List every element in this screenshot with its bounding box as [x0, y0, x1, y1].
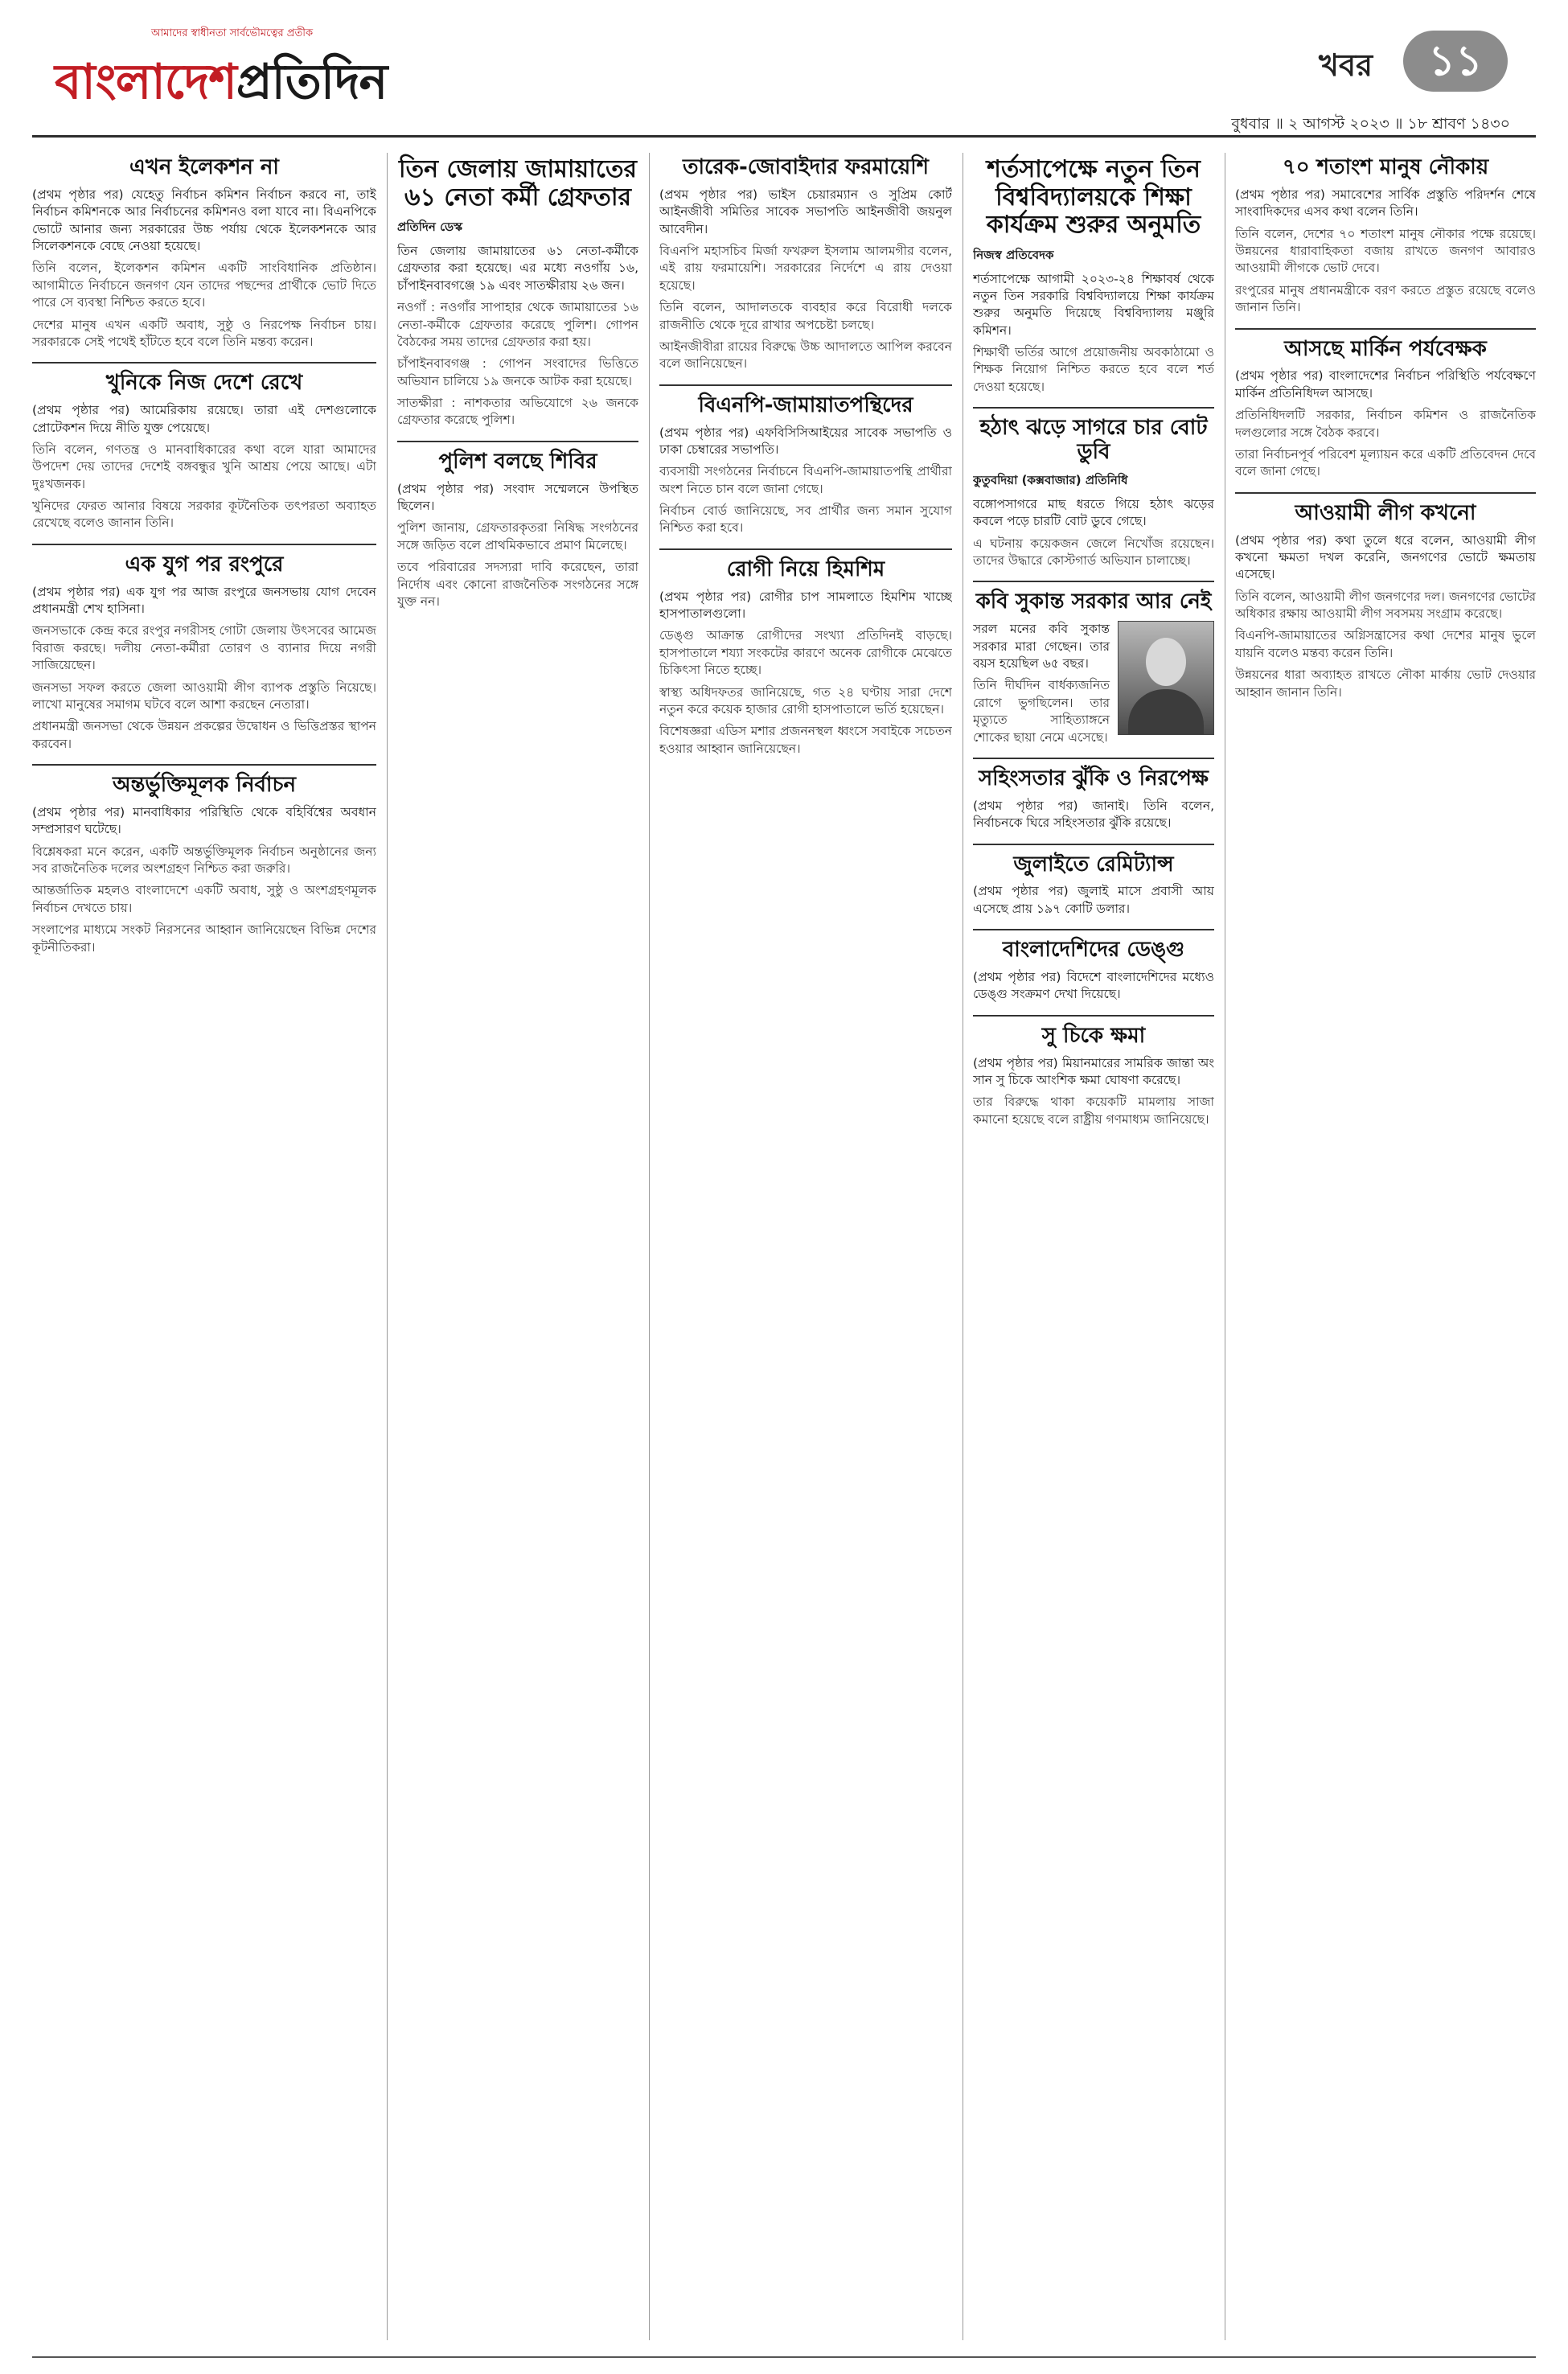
- column-divider: [387, 153, 388, 2340]
- column-divider: [649, 153, 650, 2340]
- article-paragraph: ব্যবসায়ী সংগঠনের নির্বাচনে বিএনপি-জামায়াতপন্থি প্রার্থীরা অংশ নিতে চান বলে জানা গেছে।: [659, 464, 952, 496]
- article-paragraph: বিশ্লেষকরা মনে করেন, একটি অন্তর্ভুক্তিমূলক নির্বাচন অনুষ্ঠানের জন্য সব রাজনৈতিক দলের অংশগ্রহণ নিশ্চিত করা জরুরি।: [32, 844, 376, 877]
- article-headline[interactable]: অন্তর্ভুক্তিমূলক নির্বাচন: [112, 773, 297, 798]
- article-lead: (প্রথম পৃষ্ঠার পর) যেহেতু নির্বাচন কমিশন নির্বাচন করবে না, তাই নির্বাচন কমিশনকে আর নির্বাচনের কমিশনও বলা যাবে না। বিএনপিকে ভোটে আনার জন্য সরকারের উচ্চ পর্যায় থেকে ইলেকশনকে আর সিলেকশনকে বেছে নেওয়া হয়েছে।: [32, 187, 376, 254]
- article-headline[interactable]: হঠাৎ ঝড়ে সাগরে চার বোট ডুবি: [979, 416, 1208, 465]
- news-article: [659, 384, 952, 537]
- article-lead: তিন জেলায় জামায়াতের ৬১ নেতা-কর্মীকে গ্রেফতার করা হয়েছে। এর মধ্যে নওগাঁয় ১৬, চাঁপাইনবাবগঞ্জে ১৯ এবং সাতক্ষীরায় ২৬ জন।: [397, 244, 638, 293]
- article-headline[interactable]: আসছে মার্কিন পর্যবেক্ষক: [1284, 336, 1487, 361]
- article-headline[interactable]: তারেক-জোবাইদার ফরমায়েশি: [682, 155, 930, 179]
- article-paragraph: বিএনপি মহাসচিব মির্জা ফখরুল ইসলাম আলমগীর বলেন, এই রায় ফরমায়েশি। সরকারের নির্দেশে এ রায় দেওয়া হয়েছে।: [659, 244, 952, 293]
- news-article: [397, 156, 638, 429]
- article-lead: (প্রথম পৃষ্ঠার পর) মিয়ানমারের সামরিক জান্তা অং সান সু চিকে আংশিক ক্ষমা ঘোষণা করেছে।: [973, 1055, 1214, 1088]
- news-article: [32, 156, 376, 351]
- logo-tagline: আমাদের স্বাধীনতা সার্বভৌমত্বের প্রতীক: [151, 27, 314, 39]
- news-article: [1235, 328, 1536, 481]
- article-lead: (প্রথম পৃষ্ঠার পর) এক যুগ পর আজ রংপুরে জনসভায় যোগ দেবেন প্রধানমন্ত্রী শেখ হাসিনা।: [32, 584, 376, 617]
- issue-date: বুধবার ॥ ২ আগস্ট ২০২৩ ॥ ১৮ শ্রাবণ ১৪৩০: [1231, 115, 1510, 133]
- article-paragraph: তিনি বলেন, আওয়ামী লীগ জনগণের দল। জনগণের ভোটের অধিকার রক্ষায় আওয়ামী লীগ সবসময় সংগ্রাম করেছে।: [1235, 589, 1536, 622]
- news-article: [973, 758, 1214, 832]
- portrait-photo: [1118, 621, 1214, 735]
- news-article: [32, 764, 376, 956]
- article-paragraph: তবে পরিবারের সদস্যরা দাবি করেছেন, তারা নির্দোষ এবং কোনো রাজনৈতিক সংগঠনের সঙ্গে যুক্ত নন।: [397, 560, 638, 609]
- news-article: [973, 156, 1214, 396]
- article-headline[interactable]: শর্তসাপেক্ষে নতুন তিন বিশ্ববিদ্যালয়কে শিক্ষা কার্যক্রম শুরুর অনুমতি: [986, 155, 1201, 239]
- article-paragraph: বিশেষজ্ঞরা এডিস মশার প্রজননস্থল ধ্বংসে সবাইকে সচেতন হওয়ার আহ্বান জানিয়েছেন।: [659, 724, 952, 756]
- article-paragraph: ডেঙ্গু আক্রান্ত রোগীদের সংখ্যা প্রতিদিনই বাড়ছে। হাসপাতালে শয্যা সংকটের কারণে অনেক রোগীকে মেঝেতে চিকিৎসা নিতে হচ্ছে।: [659, 628, 952, 678]
- article-headline[interactable]: সু চিকে ক্ষমা: [1041, 1023, 1146, 1048]
- news-article: [32, 544, 376, 753]
- article-paragraph: জনসভা সফল করতে জেলা আওয়ামী লীগ ব্যাপক প্রস্তুতি নিয়েছে। লাখো মানুষের সমাগম ঘটবে বলে আশা করছেন নেতারা।: [32, 680, 376, 712]
- column-1: [32, 153, 376, 2348]
- article-paragraph: তিনি বলেন, গণতন্ত্র ও মানবাধিকারের কথা বলে যারা আমাদের উপদেশ দেয় তাদের দেশেই বঙ্গবন্ধুর খুনি আশ্রয় পেয়ে আছে। এটা দুঃখজনক।: [32, 442, 376, 491]
- article-paragraph: তিনি বলেন, দেশের ৭০ শতাংশ মানুষ নৌকার পক্ষে রয়েছে। উন্নয়নের ধারাবাহিকতা বজায় রাখতে জনগণ আবারও আওয়ামী লীগকে ভোট দেবে।: [1235, 226, 1536, 276]
- portrait-face: [1146, 638, 1186, 686]
- masthead-rule: [32, 135, 1536, 138]
- column-5: [1235, 153, 1536, 2348]
- article-lead: (প্রথম পৃষ্ঠার পর) সমাবেশের সার্বিক প্রস্তুতি পরিদর্শন শেষে সাংবাদিকদের এসব কথা বলেন তিনি।: [1235, 187, 1536, 220]
- news-article: [973, 581, 1214, 746]
- article-headline[interactable]: তিন জেলায় জামায়াতের ৬১ নেতা কর্মী গ্রেফতার: [399, 155, 637, 212]
- article-headline[interactable]: বাংলাদেশিদের ডেঙ্গু: [1002, 938, 1185, 963]
- article-paragraph: তার বিরুদ্ধে থাকা কয়েকটি মামলায় সাজা কমানো হয়েছে বলে রাষ্ট্রীয় গণমাধ্যম জানিয়েছে।: [973, 1095, 1214, 1127]
- section-label: খবর: [1319, 47, 1373, 83]
- news-article: [659, 156, 952, 373]
- article-paragraph: আন্তর্জাতিক মহলও বাংলাদেশে একটি অবাধ, সুষ্ঠু ও অংশগ্রহণমূলক নির্বাচন দেখতে চায়।: [32, 883, 376, 915]
- page-number-badge: ১১: [1403, 31, 1508, 92]
- newspaper-logo[interactable]: [55, 14, 408, 111]
- article-lead: শর্তসাপেক্ষে আগামী ২০২৩-২৪ শিক্ষাবর্ষ থেকে নতুন তিন সরকারি বিশ্ববিদ্যালয়ে শিক্ষা কার্যক্রম শুরুর অনুমতি দিয়েছে বিশ্ববিদ্যালয় মঞ্জুরি কমিশন।: [973, 271, 1214, 338]
- article-headline[interactable]: এক যুগ পর রংপুরে: [125, 552, 284, 577]
- news-article: [973, 1015, 1214, 1128]
- masthead: [0, 0, 1568, 137]
- article-paragraph: এ ঘটনায় কয়েকজন জেলে নিখোঁজ রয়েছেন। তাদের উদ্ধারে কোস্টগার্ড অভিযান চালাচ্ছে।: [973, 536, 1214, 569]
- article-lead: (প্রথম পৃষ্ঠার পর) এফবিসিসিআইয়ের সাবেক সভাপতি ও ঢাকা চেম্বারের সভাপতি।: [659, 425, 952, 457]
- article-byline: কুতুবদিয়া (কক্সবাজার) প্রতিনিধি: [973, 472, 1128, 487]
- news-article: [1235, 492, 1536, 701]
- article-paragraph: স্বাস্থ্য অধিদফতর জানিয়েছে, গত ২৪ ঘণ্টায় সারা দেশে নতুন করে কয়েক হাজার রোগী হাসপাতালে ভর্তি হয়েছেন।: [659, 684, 952, 717]
- article-byline: নিজস্ব প্রতিবেদক: [973, 247, 1054, 262]
- article-lead: (প্রথম পৃষ্ঠার পর) বাংলাদেশের নির্বাচন পরিস্থিতি পর্যবেক্ষণে মার্কিন প্রতিনিধিদল আসছে।: [1235, 368, 1536, 400]
- article-lead: (প্রথম পৃষ্ঠার পর) জানাই। তিনি বলেন, নির্বাচনকে ঘিরে সহিংসতার ঝুঁকি রয়েছে।: [973, 798, 1214, 831]
- column-3: [659, 153, 952, 2348]
- article-paragraph: প্রধানমন্ত্রী জনসভা থেকে উন্নয়ন প্রকল্পের উদ্বোধন ও ভিত্তিপ্রস্তর স্থাপন করবেন।: [32, 719, 376, 751]
- article-paragraph: জনসভাকে কেন্দ্র করে রংপুর নগরীসহ গোটা জেলায় উৎসবের আমেজ বিরাজ করছে। দলীয় নেতা-কর্মীরা তোরণ ও ব্যানার দিয়ে নগরী সাজিয়েছেন।: [32, 623, 376, 673]
- article-lead: (প্রথম পৃষ্ঠার পর) আমেরিকায় রয়েছে। তারা এই দেশগুলোকে প্রোটেকশন দিয়ে নীতি যুক্ত পেয়েছে।: [32, 403, 376, 435]
- article-headline[interactable]: আওয়ামী লীগ কখনো: [1295, 500, 1476, 525]
- article-lead: (প্রথম পৃষ্ঠার পর) কথা তুলে ধরে বলেন, আওয়ামী লীগ কখনো ক্ষমতা দখল করেনি, জনগণের ভোটে ক্ষমতায় এসেছে।: [1235, 532, 1536, 582]
- article-headline[interactable]: খুনিকে নিজ দেশে রেখে: [105, 371, 303, 396]
- article-paragraph: শিক্ষার্থী ভর্তির আগে প্রয়োজনীয় অবকাঠামো ও শিক্ষক নিয়োগ নিশ্চিত করতে হবে বলে শর্ত দেওয়া হয়েছে।: [973, 345, 1214, 394]
- column-4: [973, 153, 1214, 2348]
- article-paragraph: সাতক্ষীরা : নাশকতার অভিযোগে ২৬ জনকে গ্রেফতার করেছে পুলিশ।: [397, 396, 638, 428]
- article-paragraph: তিনি বলেন, ইলেকশন কমিশন একটি সাংবিধানিক প্রতিষ্ঠান। আগামীতে নির্বাচনে জনগণ যেন তাদের পছন্দের প্রার্থীকে ভোট দিতে পারে সে ব্যবস্থা নিশ্চিত করতে হবে।: [32, 261, 376, 310]
- article-paragraph: নির্বাচন বোর্ড জানিয়েছে, সব প্রার্থীর জন্য সমান সুযোগ নিশ্চিত করা হবে।: [659, 503, 952, 536]
- article-paragraph: আইনজীবীরা রায়ের বিরুদ্ধে উচ্চ আদালতে আপিল করবেন বলে জানিয়েছেন।: [659, 339, 952, 372]
- article-paragraph: খুনিদের ফেরত আনার বিষয়ে সরকার কূটনৈতিক তৎপরতা অব্যাহত রেখেছে বলেও জানান তিনি।: [32, 499, 376, 531]
- article-paragraph: বিএনপি-জামায়াতের অগ্নিসন্ত্রাসের কথা দেশের মানুষ ভুলে যায়নি বলেও মন্তব্য করেন তিনি।: [1235, 628, 1536, 660]
- article-headline[interactable]: রোগী নিয়ে হিমশিম: [726, 557, 885, 581]
- article-headline[interactable]: জুলাইতে রেমিট্যান্স: [1013, 852, 1174, 877]
- news-article: [32, 362, 376, 532]
- news-article: [1235, 156, 1536, 317]
- article-headline[interactable]: ৭০ শতাংশ মানুষ নৌকায়: [1282, 155, 1489, 179]
- article-lead: বঙ্গোপসাগরে মাছ ধরতে গিয়ে হঠাৎ ঝড়ের কবলে পড়ে চারটি বোট ডুবে গেছে।: [973, 496, 1214, 529]
- logo-word-2: প্রতিদিন: [236, 54, 388, 110]
- article-lead: (প্রথম পৃষ্ঠার পর) জুলাই মাসে প্রবাসী আয় এসেছে প্রায় ১৯৭ কোটি ডলার।: [973, 884, 1214, 916]
- column-2: [397, 153, 638, 2348]
- news-article: [973, 929, 1214, 1004]
- article-paragraph: তিনি বলেন, আদালতকে ব্যবহার করে বিরোধী দলকে রাজনীতি থেকে দূরে রাখার অপচেষ্টা চলছে।: [659, 300, 952, 332]
- portrait-shoulders: [1128, 689, 1204, 734]
- article-headline[interactable]: এখন ইলেকশন না: [129, 155, 279, 179]
- logo-word-1: বাংলাদেশ: [55, 54, 236, 110]
- article-paragraph: সংলাপের মাধ্যমে সংকট নিরসনের আহ্বান জানিয়েছেন বিভিন্ন দেশের কূটনীতিকরা।: [32, 922, 376, 955]
- article-paragraph: প্রতিনিধিদলটি সরকার, নির্বাচন কমিশন ও রাজনৈতিক দলগুলোর সঙ্গে বৈঠক করবে।: [1235, 408, 1536, 440]
- article-paragraph: তারা নির্বাচনপূর্ব পরিবেশ মূল্যায়ন করে একটি প্রতিবেদন দেবে বলে জানা গেছে।: [1235, 446, 1536, 479]
- article-paragraph: তিনি দীর্ঘদিন বার্ধক্যজনিত রোগে ভুগছিলেন। তার মৃত্যুতে সাহিত্যাঙ্গনে শোকের ছায়া নেমে এসেছে।: [973, 678, 1110, 745]
- logo-wordmark: [55, 45, 387, 125]
- article-lead: (প্রথম পৃষ্ঠার পর) রোগীর চাপ সামলাতে হিমশিম খাচ্ছে হাসপাতালগুলো।: [659, 589, 952, 622]
- article-paragraph: দেশের মানুষ এখন একটি অবাধ, সুষ্ঠু ও নিরপেক্ষ নির্বাচন চায়। সরকারকে সেই পথেই হাঁটতে হবে বলে তিনি মন্তব্য করেন।: [32, 317, 376, 349]
- article-headline[interactable]: বিএনপি-জামায়াতপন্থিদের: [698, 392, 913, 417]
- article-paragraph: উন্নয়নের ধারা অব্যাহত রাখতে নৌকা মার্কায় ভোট দেওয়ার আহ্বান জানান তিনি।: [1235, 667, 1536, 700]
- footer-rule: [32, 2356, 1536, 2358]
- news-article: [659, 548, 952, 758]
- article-lead: (প্রথম পৃষ্ঠার পর) মানবাধিকার পরিস্থিতি থেকে বহির্বিশ্বের অবধান সম্প্রসারণ ঘটেছে।: [32, 804, 376, 837]
- article-lead: (প্রথম পৃষ্ঠার পর) সংবাদ সম্মেলনে উপস্থিত ছিলেন।: [397, 481, 638, 514]
- article-byline: প্রতিদিন ডেস্ক: [397, 220, 463, 234]
- news-article: [973, 844, 1214, 918]
- news-article: [397, 441, 638, 611]
- article-paragraph: নওগাঁ : নওগাঁর সাপাহার থেকে জামায়াতের ১৬ নেতা-কর্মীকে গ্রেফতার করেছে পুলিশ। গোপন বৈঠকের সময় তাদের গ্রেফতার করা হয়।: [397, 300, 638, 349]
- article-lead: (প্রথম পৃষ্ঠার পর) ভাইস চেয়ারম্যান ও সুপ্রিম কোর্ট আইনজীবী সমিতির সাবেক সভাপতি আইনজীবী জয়নুল আবেদীন।: [659, 187, 952, 236]
- article-paragraph: পুলিশ জানায়, গ্রেফতারকৃতরা নিষিদ্ধ সংগঠনের সঙ্গে জড়িত বলে প্রাথমিকভাবে প্রমাণ মিলেছে।: [397, 520, 638, 552]
- article-lead: সরল মনের কবি সুকান্ত সরকার মারা গেছেন। তার বয়স হয়েছিল ৬৫ বছর।: [973, 622, 1110, 672]
- article-headline[interactable]: সহিংসতার ঝুঁকি ও নিরপেক্ষ: [978, 766, 1209, 791]
- article-headline[interactable]: কবি সুকান্ত সরকার আর নেই: [975, 589, 1212, 614]
- article-headline[interactable]: পুলিশ বলছে শিবির: [438, 449, 597, 474]
- article-paragraph: রংপুরের মানুষ প্রধানমন্ত্রীকে বরণ করতে প্রস্তুত রয়েছে বলেও জানান তিনি।: [1235, 282, 1536, 315]
- article-paragraph: চাঁপাইনবাবগঞ্জ : গোপন সংবাদের ভিত্তিতে অভিযান চালিয়ে ১৯ জনকে আটক করা হয়েছে।: [397, 356, 638, 388]
- news-article: [973, 407, 1214, 569]
- article-lead: (প্রথম পৃষ্ঠার পর) বিদেশে বাংলাদেশিদের মধ্যেও ডেঙ্গু সংক্রমণ দেখা দিয়েছে।: [973, 970, 1214, 1002]
